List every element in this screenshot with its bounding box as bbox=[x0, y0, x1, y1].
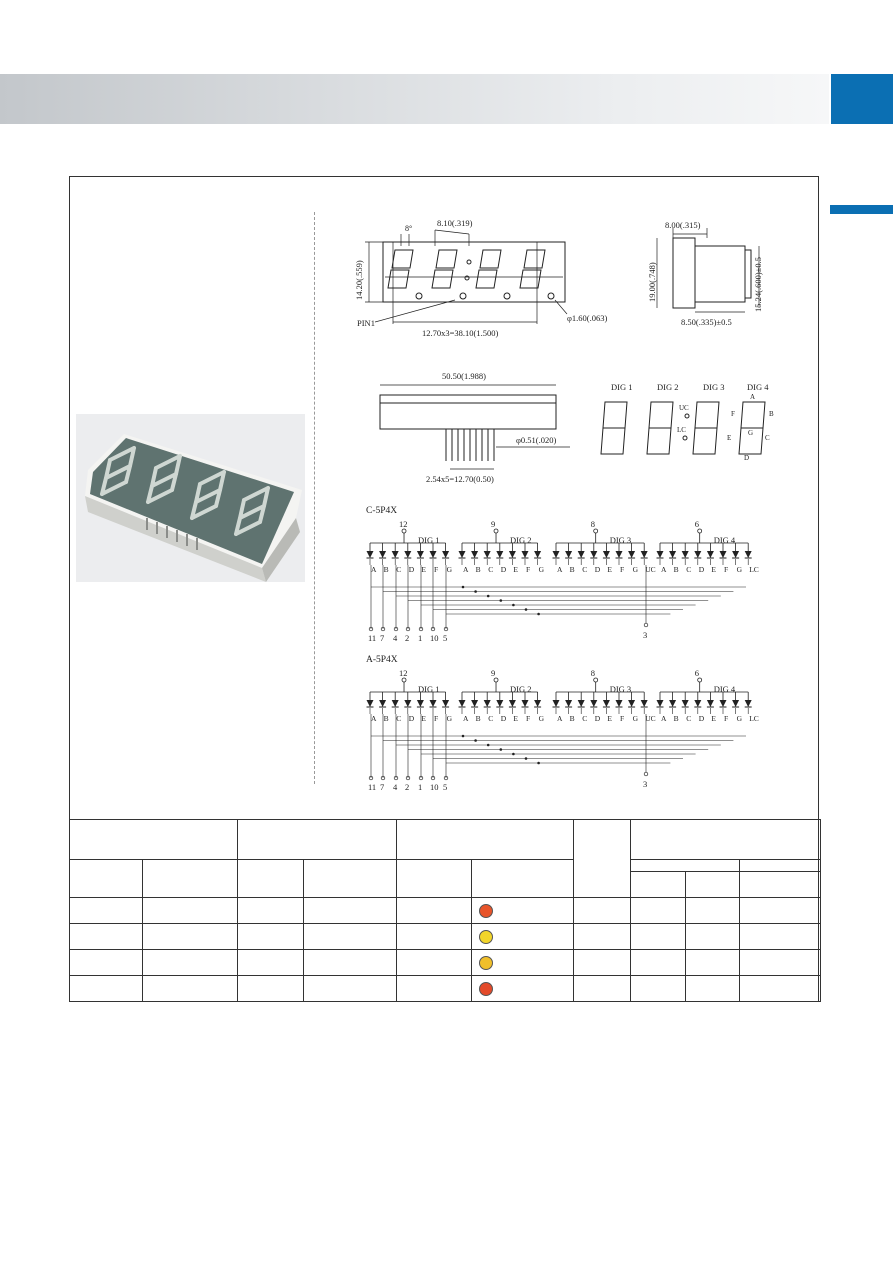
diode-symbol bbox=[496, 551, 503, 558]
table-cell bbox=[397, 924, 472, 950]
bus-junction bbox=[512, 753, 515, 756]
diode-symbol bbox=[367, 700, 374, 707]
circuit-title: C-5P4X bbox=[366, 506, 398, 516]
diode-symbol bbox=[534, 551, 541, 558]
table-cell bbox=[304, 924, 397, 950]
bottom-pin-label: 7 bbox=[380, 633, 385, 643]
table-cell bbox=[740, 898, 821, 924]
common-terminal bbox=[698, 529, 702, 533]
digit-pin-label: 8 bbox=[590, 668, 595, 678]
bottom-pin-label: 1 bbox=[418, 782, 423, 792]
table-cell bbox=[686, 976, 740, 1002]
header-cell bbox=[574, 820, 631, 898]
seg-f-label: F bbox=[731, 410, 735, 418]
segment-label: B bbox=[569, 565, 575, 574]
segment-label: LC bbox=[749, 565, 759, 574]
segment-label: UC bbox=[645, 565, 656, 574]
diode-symbol bbox=[616, 551, 623, 558]
table-cell bbox=[238, 924, 304, 950]
segment-label: D bbox=[408, 565, 415, 574]
subheader-cell bbox=[238, 860, 304, 898]
segment-label: A bbox=[661, 565, 667, 574]
diode-symbol bbox=[534, 700, 541, 707]
table-cell bbox=[70, 898, 143, 924]
circuit-diagram-common-anode bbox=[360, 652, 760, 795]
diode-symbol bbox=[707, 700, 714, 707]
diode-symbol bbox=[628, 700, 635, 707]
segment-label: A bbox=[557, 714, 563, 723]
bottom-pitch-label: 2.54x5=12.70(0.50) bbox=[426, 474, 494, 484]
segment-label: UC bbox=[645, 714, 656, 723]
side-tab-marker bbox=[830, 205, 893, 214]
table-row bbox=[70, 898, 821, 924]
bottom-pin-label: 10 bbox=[430, 782, 439, 792]
header-cell bbox=[238, 820, 397, 860]
table-cell bbox=[397, 950, 472, 976]
digit-name-label: DIG 2 bbox=[510, 535, 532, 545]
seg-dig2-label: DIG 2 bbox=[657, 382, 679, 392]
diode-symbol bbox=[745, 551, 752, 558]
diode-symbol bbox=[565, 551, 572, 558]
front-angle-label: 8° bbox=[405, 224, 413, 233]
segment-label: E bbox=[513, 714, 518, 723]
diode-symbol bbox=[603, 551, 610, 558]
segment-label: F bbox=[526, 714, 531, 723]
diode-symbol bbox=[565, 700, 572, 707]
digit-pin-label: 9 bbox=[491, 519, 496, 529]
colon-pin-label: 3 bbox=[643, 779, 648, 789]
diode-symbol bbox=[745, 700, 752, 707]
diode-symbol bbox=[379, 551, 386, 558]
table-cell bbox=[631, 924, 686, 950]
colon-terminal bbox=[644, 772, 648, 776]
table-cell bbox=[238, 898, 304, 924]
diode-symbol bbox=[471, 700, 478, 707]
segment-label: F bbox=[724, 565, 729, 574]
segment-label: C bbox=[686, 565, 692, 574]
segment-label: D bbox=[408, 714, 415, 723]
bus-junction bbox=[487, 744, 490, 747]
seg-a-label: A bbox=[750, 393, 756, 401]
bus-junction bbox=[525, 608, 528, 611]
segment-label: B bbox=[475, 565, 481, 574]
subheader-cell bbox=[631, 860, 740, 872]
segment-label: A bbox=[661, 714, 667, 723]
led-color-indicator-icon bbox=[479, 982, 493, 996]
subheader-cell bbox=[397, 860, 472, 898]
diode-symbol bbox=[459, 551, 466, 558]
segment-label: G bbox=[538, 565, 545, 574]
diode-symbol bbox=[430, 700, 437, 707]
segment-label: B bbox=[673, 565, 679, 574]
diode-symbol bbox=[553, 551, 560, 558]
bus-junction bbox=[512, 604, 515, 607]
table-cell bbox=[143, 898, 238, 924]
segment-label: A bbox=[463, 565, 469, 574]
header-bar bbox=[0, 74, 829, 124]
table-cell bbox=[686, 898, 740, 924]
subheader-cell bbox=[740, 872, 821, 898]
diode-symbol bbox=[392, 700, 399, 707]
subheader-cell bbox=[740, 860, 821, 872]
diode-symbol bbox=[669, 551, 676, 558]
diode-symbol bbox=[484, 551, 491, 558]
table-cell bbox=[740, 924, 821, 950]
bottom-length-label: 50.50(1.988) bbox=[442, 371, 486, 381]
bus-junction bbox=[462, 735, 465, 738]
table-cell bbox=[472, 924, 574, 950]
side-bottom-label: 8.50(.335)±0.5 bbox=[681, 317, 732, 327]
four-digit-display-photo-icon bbox=[76, 414, 305, 582]
bottom-pin-label: 10 bbox=[430, 633, 439, 643]
segment-label: C bbox=[488, 565, 494, 574]
diode-symbol bbox=[616, 700, 623, 707]
bus-junction bbox=[474, 590, 477, 593]
table-cell bbox=[574, 898, 631, 924]
diode-symbol bbox=[657, 551, 664, 558]
segment-label: E bbox=[421, 714, 426, 723]
bottom-pin-label: 4 bbox=[393, 782, 398, 792]
table-cell bbox=[631, 898, 686, 924]
table-cell bbox=[472, 950, 574, 976]
column-divider bbox=[314, 212, 315, 784]
segment-label: G bbox=[446, 565, 453, 574]
digit-pin-label: 9 bbox=[491, 668, 496, 678]
spec-table bbox=[69, 819, 821, 1002]
diode-symbol bbox=[379, 700, 386, 707]
seg-dig1-label: DIG 1 bbox=[611, 382, 633, 392]
common-terminal bbox=[594, 678, 598, 682]
diode-symbol bbox=[732, 700, 739, 707]
segment-label: C bbox=[396, 714, 402, 723]
side-top-label: 8.00(.315) bbox=[665, 220, 701, 230]
diode-symbol bbox=[682, 700, 689, 707]
led-color-indicator-icon bbox=[479, 930, 493, 944]
diode-symbol bbox=[417, 700, 424, 707]
table-cell bbox=[740, 976, 821, 1002]
digit-name-label: DIG 2 bbox=[510, 684, 532, 694]
subheader-cell bbox=[686, 872, 740, 898]
diode-symbol bbox=[657, 700, 664, 707]
diode-symbol bbox=[392, 551, 399, 558]
segment-label: E bbox=[421, 565, 426, 574]
product-photo bbox=[76, 414, 305, 582]
bus-junction bbox=[500, 599, 503, 602]
table-cell bbox=[304, 950, 397, 976]
bottom-pin-label: 7 bbox=[380, 782, 385, 792]
segment-label: C bbox=[396, 565, 402, 574]
diode-symbol bbox=[578, 551, 585, 558]
digit-name-label: DIG 4 bbox=[713, 684, 736, 694]
segment-label: C bbox=[488, 714, 494, 723]
bus-junction bbox=[462, 586, 465, 589]
table-cell bbox=[472, 898, 574, 924]
diode-symbol bbox=[669, 700, 676, 707]
bottom-view-drawing bbox=[370, 365, 585, 490]
diode-symbol bbox=[442, 551, 449, 558]
segment-label: B bbox=[673, 714, 679, 723]
led-color-indicator-icon bbox=[479, 956, 493, 970]
circuit-title: A-5P4X bbox=[366, 655, 398, 665]
bottom-pin-label: 2 bbox=[405, 782, 410, 792]
digit-name-label: DIG 3 bbox=[609, 535, 632, 545]
diode-symbol bbox=[522, 700, 529, 707]
segment-label: B bbox=[475, 714, 481, 723]
colon-terminal bbox=[644, 623, 648, 627]
diode-symbol bbox=[694, 551, 701, 558]
table-cell bbox=[70, 976, 143, 1002]
diode-symbol bbox=[442, 700, 449, 707]
seg-dig3-label: DIG 3 bbox=[703, 382, 725, 392]
bottom-pin-label: 4 bbox=[393, 633, 398, 643]
seg-dig4-label: DIG 4 bbox=[747, 382, 769, 392]
diode-symbol bbox=[471, 551, 478, 558]
side-right-label: 15.24(.600)±0.5 bbox=[753, 257, 763, 312]
segment-layout-drawing bbox=[595, 378, 785, 464]
common-terminal bbox=[402, 678, 406, 682]
table-cell bbox=[740, 950, 821, 976]
segment-label: G bbox=[632, 714, 639, 723]
diode-symbol bbox=[590, 700, 597, 707]
diode-symbol bbox=[682, 551, 689, 558]
diode-symbol bbox=[367, 551, 374, 558]
subheader-cell bbox=[472, 860, 574, 898]
front-pitch-label: 8.10(.319) bbox=[437, 218, 473, 228]
table-cell bbox=[143, 950, 238, 976]
segment-label: LC bbox=[749, 714, 759, 723]
segment-label: A bbox=[371, 565, 377, 574]
segment-label: D bbox=[594, 565, 601, 574]
segment-label: G bbox=[632, 565, 639, 574]
bus-junction bbox=[474, 739, 477, 742]
diode-symbol bbox=[603, 700, 610, 707]
diode-symbol bbox=[417, 551, 424, 558]
diode-symbol bbox=[496, 700, 503, 707]
side-view-drawing bbox=[645, 212, 775, 342]
segment-label: A bbox=[557, 565, 563, 574]
diode-symbol bbox=[484, 700, 491, 707]
diode-symbol bbox=[430, 551, 437, 558]
diode-symbol bbox=[720, 700, 727, 707]
segment-label: B bbox=[383, 714, 389, 723]
table-cell bbox=[70, 924, 143, 950]
seg-e-label: E bbox=[727, 434, 732, 442]
diode-symbol bbox=[720, 551, 727, 558]
header-cell bbox=[631, 820, 821, 860]
common-terminal bbox=[698, 678, 702, 682]
table-cell bbox=[70, 950, 143, 976]
segment-label: G bbox=[446, 714, 453, 723]
bottom-pin-label: 1 bbox=[418, 633, 423, 643]
segment-label: E bbox=[711, 714, 716, 723]
seg-b-label: B bbox=[769, 410, 774, 418]
bottom-pin-dia-label: φ0.51(.020) bbox=[516, 435, 557, 445]
diode-symbol bbox=[578, 700, 585, 707]
common-terminal bbox=[494, 529, 498, 533]
bus-junction bbox=[537, 762, 540, 765]
common-terminal bbox=[594, 529, 598, 533]
table-cell bbox=[631, 976, 686, 1002]
table-cell bbox=[143, 976, 238, 1002]
digit-name-label: DIG 1 bbox=[418, 535, 440, 545]
digit-pin-label: 6 bbox=[694, 519, 699, 529]
diode-symbol bbox=[509, 700, 516, 707]
segment-label: F bbox=[526, 565, 531, 574]
led-color-indicator-icon bbox=[479, 904, 493, 918]
digit-pin-label: 8 bbox=[590, 519, 595, 529]
seg-lc-label: LC bbox=[677, 426, 686, 434]
segment-label: F bbox=[620, 565, 625, 574]
table-cell bbox=[574, 976, 631, 1002]
diode-symbol bbox=[459, 700, 466, 707]
digit-name-label: DIG 1 bbox=[418, 684, 440, 694]
table-cell bbox=[574, 924, 631, 950]
segment-label: C bbox=[582, 714, 588, 723]
digit-name-label: DIG 3 bbox=[609, 684, 632, 694]
diode-symbol bbox=[404, 700, 411, 707]
front-view-drawing bbox=[345, 212, 635, 342]
bottom-pin-label: 5 bbox=[443, 782, 448, 792]
subheader-cell bbox=[143, 860, 238, 898]
segment-label: E bbox=[607, 714, 612, 723]
front-span-label: 12.70x3=38.10(1.500) bbox=[422, 328, 499, 338]
segment-label: C bbox=[582, 565, 588, 574]
table-cell bbox=[304, 898, 397, 924]
table-row bbox=[70, 976, 821, 1002]
table-cell bbox=[397, 898, 472, 924]
diode-symbol bbox=[590, 551, 597, 558]
bus-junction bbox=[525, 757, 528, 760]
digit-pin-label: 6 bbox=[694, 668, 699, 678]
pin1-label: PIN1 bbox=[357, 318, 375, 328]
segment-label: D bbox=[698, 714, 705, 723]
seg-d-label: D bbox=[744, 454, 750, 462]
table-row bbox=[70, 924, 821, 950]
segment-label: D bbox=[698, 565, 705, 574]
header-accent-block bbox=[831, 74, 893, 124]
diode-symbol bbox=[694, 700, 701, 707]
segment-label: E bbox=[513, 565, 518, 574]
segment-label: E bbox=[711, 565, 716, 574]
side-height-label: 19.00(.748) bbox=[647, 262, 657, 302]
table-cell bbox=[238, 976, 304, 1002]
digit-name-label: DIG 4 bbox=[713, 535, 736, 545]
diode-symbol bbox=[707, 551, 714, 558]
segment-label: F bbox=[620, 714, 625, 723]
subheader-cell bbox=[631, 872, 686, 898]
segment-label: B bbox=[383, 565, 389, 574]
segment-label: G bbox=[736, 565, 743, 574]
bus-junction bbox=[500, 748, 503, 751]
segment-label: D bbox=[594, 714, 601, 723]
diode-symbol bbox=[628, 551, 635, 558]
diode-symbol bbox=[641, 700, 648, 707]
bus-junction bbox=[537, 613, 540, 616]
table-cell bbox=[686, 950, 740, 976]
diode-symbol bbox=[404, 551, 411, 558]
digit-pin-label: 12 bbox=[399, 519, 408, 529]
table-cell bbox=[686, 924, 740, 950]
segment-label: D bbox=[500, 565, 507, 574]
segment-label: F bbox=[434, 714, 439, 723]
diode-symbol bbox=[553, 700, 560, 707]
table-cell bbox=[304, 976, 397, 1002]
segment-label: G bbox=[736, 714, 743, 723]
circuit-diagram-common-cathode bbox=[360, 503, 760, 646]
table-cell bbox=[574, 950, 631, 976]
bottom-pin-label: 5 bbox=[443, 633, 448, 643]
seg-g-label: G bbox=[748, 429, 754, 437]
bottom-pin-label: 11 bbox=[368, 782, 377, 792]
front-height-label: 14.20(.559) bbox=[354, 260, 364, 300]
segment-label: F bbox=[724, 714, 729, 723]
diode-symbol bbox=[732, 551, 739, 558]
common-terminal bbox=[494, 678, 498, 682]
subheader-cell bbox=[70, 860, 143, 898]
segment-label: C bbox=[686, 714, 692, 723]
digit-pin-label: 12 bbox=[399, 668, 408, 678]
table-cell bbox=[472, 976, 574, 1002]
table-cell bbox=[631, 950, 686, 976]
common-terminal bbox=[402, 529, 406, 533]
seg-uc-label: UC bbox=[679, 404, 689, 412]
bus-junction bbox=[487, 595, 490, 598]
segment-label: F bbox=[434, 565, 439, 574]
segment-label: A bbox=[463, 714, 469, 723]
table-cell bbox=[143, 924, 238, 950]
diode-symbol bbox=[522, 551, 529, 558]
front-dp-label: φ1.60(.063) bbox=[567, 313, 608, 323]
table-cell bbox=[238, 950, 304, 976]
bottom-pin-label: 11 bbox=[368, 633, 377, 643]
header-cell bbox=[397, 820, 574, 860]
segment-label: A bbox=[371, 714, 377, 723]
segment-label: E bbox=[607, 565, 612, 574]
table-cell bbox=[397, 976, 472, 1002]
table-row bbox=[70, 950, 821, 976]
diode-symbol bbox=[509, 551, 516, 558]
diode-symbol bbox=[641, 551, 648, 558]
segment-label: B bbox=[569, 714, 575, 723]
header-cell bbox=[70, 820, 238, 860]
segment-label: D bbox=[500, 714, 507, 723]
bottom-pin-label: 2 bbox=[405, 633, 410, 643]
segment-label: G bbox=[538, 714, 545, 723]
seg-c-label: C bbox=[765, 434, 770, 442]
colon-pin-label: 3 bbox=[643, 630, 648, 640]
subheader-cell bbox=[304, 860, 397, 898]
